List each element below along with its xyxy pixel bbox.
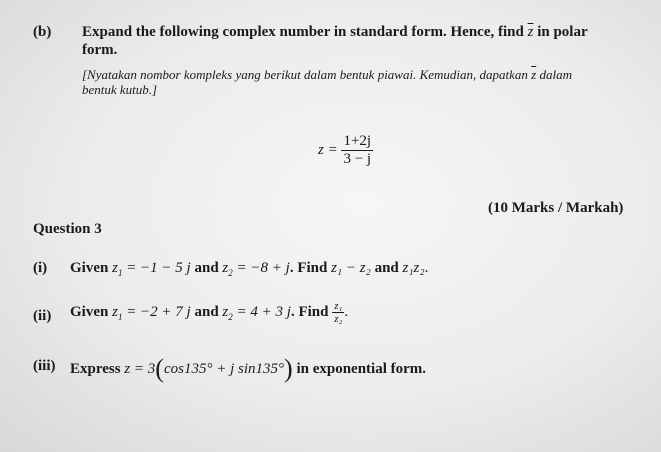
equation-fraction	[341, 133, 373, 168]
q3-i-and2: and	[374, 260, 399, 276]
q3-ii-find: . Find	[290, 303, 329, 320]
q3-ii-text	[70, 300, 348, 325]
q3-i-end: .	[424, 260, 429, 276]
q3-i-label: (i)	[33, 260, 48, 276]
q3-ii-z2-value: = 4 + 3 j	[236, 303, 291, 320]
q3-ii-z1-value: = −2 + 7 j	[126, 303, 191, 320]
q3-i-find: . Find	[289, 260, 328, 276]
equation-denominator: 3 − j	[343, 151, 372, 167]
translation-text: [Nyatakan nombor kompleks yang berikut dalam bentuk piawai. Kemudian, dapatkan	[82, 67, 528, 82]
q3-i-and: and	[194, 260, 219, 276]
equation-lhs: z =	[318, 141, 338, 158]
q3-ii-and: and	[194, 303, 219, 320]
q3-iii-expr-inner: cos135° + j sin135°	[163, 361, 285, 377]
q3-ii-frac-den: z₂	[334, 313, 343, 325]
part-b-line1-text: Expand the following complex number in standard form. Hence, find	[82, 24, 524, 40]
q3-i-z2-value: = −8 + j	[236, 260, 290, 276]
part-b-line1	[82, 24, 588, 41]
part-b-line1-end: in polar	[537, 24, 588, 40]
q3-i-z1: $z_1$	[112, 260, 123, 278]
q3-ii-z1: $z_1$	[112, 303, 123, 322]
equation-numerator: 1+2j	[343, 133, 372, 149]
q3-iii-label: (iii)	[33, 358, 56, 374]
q3-ii-z2: $z_2$	[222, 303, 233, 322]
part-b-line2: form.	[82, 42, 118, 58]
part-b-translation-1	[82, 67, 572, 83]
translation-end: dalam	[539, 67, 572, 82]
q3-ii-fraction	[332, 300, 344, 325]
q3-i-z1-value: = −1 − 5 j	[126, 260, 191, 276]
part-b-translation-2: bentuk kutub.]	[82, 82, 158, 97]
q3-iii-expr-lhs: z = 3	[124, 361, 156, 377]
q3-ii-given: Given	[70, 303, 109, 320]
q3-i-given: Given	[70, 260, 109, 276]
question-3-heading: Question 3	[33, 221, 102, 237]
q3-i-z2: $z_2$	[222, 260, 233, 278]
q3-iii-express: Express	[70, 361, 121, 377]
part-b-label: (b)	[33, 24, 52, 40]
q3-ii-end: .	[344, 303, 349, 320]
q3-ii-frac-num: z₁	[334, 300, 343, 312]
q3-iii-text-b: in exponential form.	[296, 361, 427, 377]
open-paren: (	[155, 354, 164, 383]
z-bar: $\overline{z}$	[527, 24, 534, 40]
q3-i-expr1: z₁ − z₂	[331, 260, 371, 276]
q3-ii-label: (ii)	[33, 308, 52, 324]
close-paren: )	[284, 354, 293, 383]
equation	[318, 133, 373, 168]
q3-i-text	[70, 260, 428, 278]
marks: (10 Marks / Markah)	[488, 200, 624, 216]
q3-i-expr2: z₁z₂	[402, 260, 425, 276]
translation-z-bar: $\overline{z}$	[531, 67, 537, 82]
q3-iii-text	[70, 354, 426, 384]
